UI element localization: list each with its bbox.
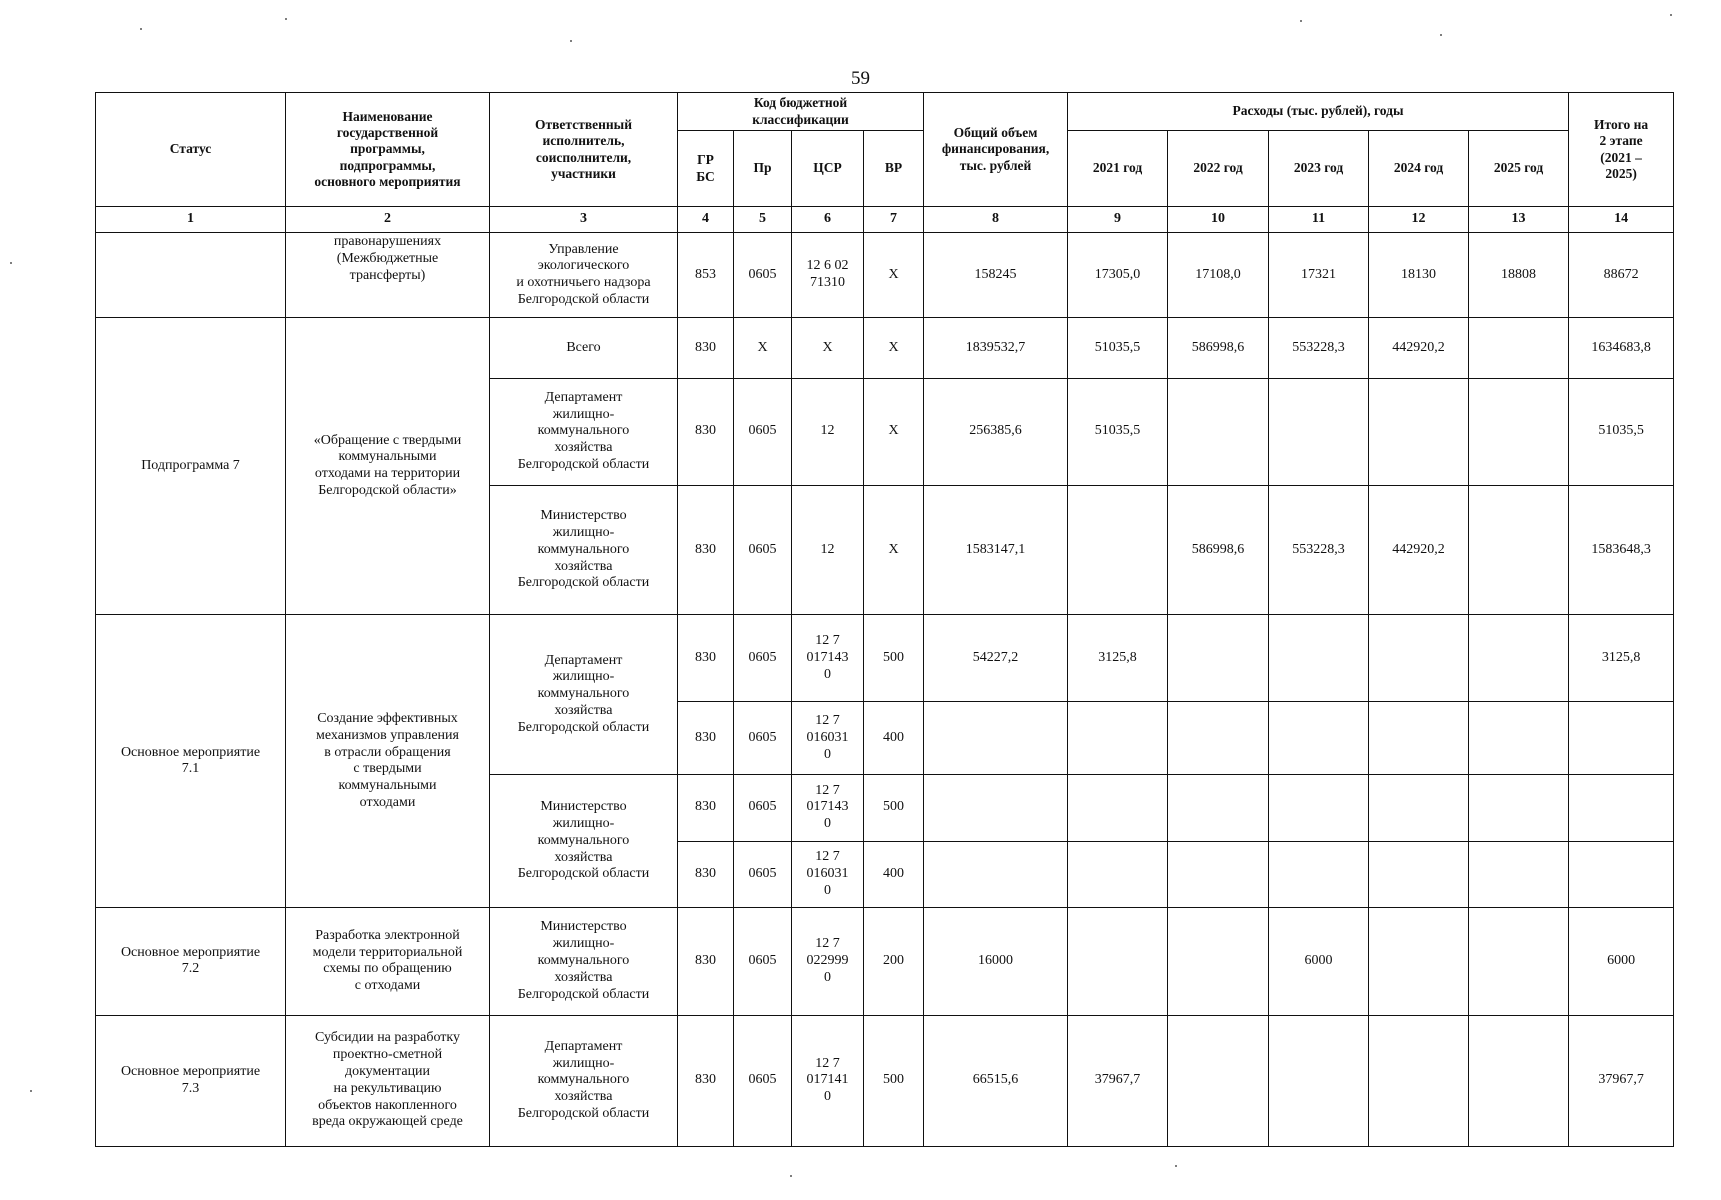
y2022-cell xyxy=(1168,615,1269,702)
stage-total-cell: 88672 xyxy=(1569,233,1674,318)
table-row xyxy=(96,908,1674,1015)
header-pr: Пр xyxy=(734,131,792,207)
y2022-cell xyxy=(1168,702,1269,775)
vr-cell: 400 xyxy=(864,702,924,775)
y2021-cell: 17305,0 xyxy=(1068,233,1168,318)
total-cell: 16000 xyxy=(924,908,1068,1015)
y2024-cell xyxy=(1369,378,1469,485)
executor-cell: Министерство жилищно- коммунального хозяйства Белгородской области xyxy=(490,485,678,614)
total-cell: 1839532,7 xyxy=(924,318,1068,379)
csr-cell: 12 7 022999 0 xyxy=(792,908,864,1015)
y2025-cell xyxy=(1469,841,1569,908)
column-number: 11 xyxy=(1269,207,1369,233)
scan-speck xyxy=(10,262,12,264)
y2025-cell xyxy=(1469,774,1569,841)
pr-cell: 0605 xyxy=(734,774,792,841)
vr-cell: 200 xyxy=(864,908,924,1015)
scan-speck xyxy=(790,1175,792,1177)
stage-total-cell: 6000 xyxy=(1569,908,1674,1015)
y2021-cell: 51035,5 xyxy=(1068,378,1168,485)
vr-cell: X xyxy=(864,485,924,614)
total-cell: 1583147,1 xyxy=(924,485,1068,614)
y2023-cell xyxy=(1269,841,1369,908)
header-2025: 2025 год xyxy=(1469,131,1569,207)
y2021-cell: 37967,7 xyxy=(1068,1015,1168,1146)
stage-total-cell: 3125,8 xyxy=(1569,615,1674,702)
name-cell: Разработка электронной модели территориальной схемы по обращению с отходами xyxy=(286,908,490,1015)
y2022-cell xyxy=(1168,1015,1269,1146)
grbs-cell: 830 xyxy=(678,702,734,775)
scan-speck xyxy=(1300,20,1302,22)
pr-cell: X xyxy=(734,318,792,379)
header-status: Статус xyxy=(96,93,286,207)
y2024-cell: 442920,2 xyxy=(1369,318,1469,379)
y2022-cell: 586998,6 xyxy=(1168,485,1269,614)
grbs-cell: 830 xyxy=(678,841,734,908)
vr-cell: 400 xyxy=(864,841,924,908)
y2025-cell xyxy=(1469,1015,1569,1146)
grbs-cell: 830 xyxy=(678,908,734,1015)
y2024-cell xyxy=(1369,702,1469,775)
name-cell: «Обращение с твердыми коммунальными отходами на территории Белгородской области» xyxy=(286,318,490,615)
column-number: 1 xyxy=(96,207,286,233)
budget-table xyxy=(95,92,1674,1147)
pr-cell: 0605 xyxy=(734,233,792,318)
csr-cell: 12 xyxy=(792,485,864,614)
executor-cell: Всего xyxy=(490,318,678,379)
grbs-cell: 830 xyxy=(678,318,734,379)
y2023-cell xyxy=(1269,1015,1369,1146)
total-cell xyxy=(924,702,1068,775)
header-stage-total: Итого на 2 этапе (2021 – 2025) xyxy=(1569,93,1674,207)
column-number: 7 xyxy=(864,207,924,233)
y2025-cell xyxy=(1469,378,1569,485)
name-cell: правонарушениях (Межбюджетные трансферты) xyxy=(286,233,490,318)
column-number: 12 xyxy=(1369,207,1469,233)
header-total: Общий объем финансирования, тыс. рублей xyxy=(924,93,1068,207)
vr-cell: X xyxy=(864,378,924,485)
stage-total-cell: 37967,7 xyxy=(1569,1015,1674,1146)
name-cell: Создание эффективных механизмов управления в отрасли обращения с твердыми коммунальными отходами xyxy=(286,615,490,908)
y2023-cell: 17321 xyxy=(1269,233,1369,318)
column-number: 14 xyxy=(1569,207,1674,233)
y2024-cell xyxy=(1369,774,1469,841)
column-number: 3 xyxy=(490,207,678,233)
scan-speck xyxy=(140,28,142,30)
vr-cell: 500 xyxy=(864,1015,924,1146)
y2022-cell: 586998,6 xyxy=(1168,318,1269,379)
column-number: 9 xyxy=(1068,207,1168,233)
total-cell: 256385,6 xyxy=(924,378,1068,485)
csr-cell: 12 7 016031 0 xyxy=(792,702,864,775)
scan-speck xyxy=(30,1090,32,1092)
y2021-cell: 3125,8 xyxy=(1068,615,1168,702)
y2025-cell xyxy=(1469,318,1569,379)
vr-cell: X xyxy=(864,233,924,318)
y2021-cell xyxy=(1068,702,1168,775)
header-expenses: Расходы (тыс. рублей), годы xyxy=(1068,93,1569,131)
status-cell: Основное мероприятие 7.3 xyxy=(96,1015,286,1146)
pr-cell: 0605 xyxy=(734,841,792,908)
y2023-cell xyxy=(1269,378,1369,485)
y2025-cell xyxy=(1469,485,1569,614)
csr-cell: X xyxy=(792,318,864,379)
y2022-cell xyxy=(1168,908,1269,1015)
y2021-cell xyxy=(1068,841,1168,908)
vr-cell: 500 xyxy=(864,615,924,702)
scan-speck xyxy=(570,40,572,42)
table-row xyxy=(96,1015,1674,1146)
column-number: 10 xyxy=(1168,207,1269,233)
y2022-cell xyxy=(1168,774,1269,841)
column-number: 4 xyxy=(678,207,734,233)
stage-total-cell: 1634683,8 xyxy=(1569,318,1674,379)
status-cell: Основное мероприятие 7.2 xyxy=(96,908,286,1015)
y2024-cell xyxy=(1369,615,1469,702)
table-row xyxy=(96,233,1674,318)
pr-cell: 0605 xyxy=(734,702,792,775)
executor-cell: Департамент жилищно- коммунального хозяйства Белгородской области xyxy=(490,378,678,485)
csr-cell: 12 7 017143 0 xyxy=(792,615,864,702)
stage-total-cell: 1583648,3 xyxy=(1569,485,1674,614)
total-cell: 66515,6 xyxy=(924,1015,1068,1146)
status-cell xyxy=(96,233,286,318)
y2024-cell xyxy=(1369,1015,1469,1146)
y2024-cell xyxy=(1369,841,1469,908)
status-cell: Основное мероприятие 7.1 xyxy=(96,615,286,908)
total-cell: 158245 xyxy=(924,233,1068,318)
csr-cell: 12 7 017141 0 xyxy=(792,1015,864,1146)
y2021-cell xyxy=(1068,908,1168,1015)
header-2021: 2021 год xyxy=(1068,131,1168,207)
pr-cell: 0605 xyxy=(734,378,792,485)
header-2024: 2024 год xyxy=(1369,131,1469,207)
header-2022: 2022 год xyxy=(1168,131,1269,207)
vr-cell: X xyxy=(864,318,924,379)
table-row xyxy=(96,318,1674,379)
y2023-cell: 553228,3 xyxy=(1269,318,1369,379)
csr-cell: 12 xyxy=(792,378,864,485)
table-row xyxy=(96,615,1674,702)
y2022-cell xyxy=(1168,841,1269,908)
column-number: 2 xyxy=(286,207,490,233)
column-number: 8 xyxy=(924,207,1068,233)
y2025-cell xyxy=(1469,908,1569,1015)
y2023-cell xyxy=(1269,702,1369,775)
header-2023: 2023 год xyxy=(1269,131,1369,207)
column-number: 13 xyxy=(1469,207,1569,233)
total-cell xyxy=(924,774,1068,841)
header-budget-code: Код бюджетной классификации xyxy=(678,93,924,131)
pr-cell: 0605 xyxy=(734,1015,792,1146)
y2024-cell xyxy=(1369,908,1469,1015)
y2024-cell: 442920,2 xyxy=(1369,485,1469,614)
grbs-cell: 830 xyxy=(678,1015,734,1146)
grbs-cell: 830 xyxy=(678,485,734,614)
grbs-cell: 830 xyxy=(678,615,734,702)
status-cell: Подпрограмма 7 xyxy=(96,318,286,615)
executor-cell: Управление экологического и охотничьего надзора Белгородской области xyxy=(490,233,678,318)
stage-total-cell xyxy=(1569,774,1674,841)
y2023-cell: 553228,3 xyxy=(1269,485,1369,614)
executor-cell: Министерство жилищно- коммунального хозяйства Белгородской области xyxy=(490,908,678,1015)
header-csr: ЦСР xyxy=(792,131,864,207)
column-number: 6 xyxy=(792,207,864,233)
grbs-cell: 853 xyxy=(678,233,734,318)
scan-speck xyxy=(285,18,287,20)
y2021-cell xyxy=(1068,485,1168,614)
scan-speck xyxy=(1670,14,1672,16)
pr-cell: 0605 xyxy=(734,615,792,702)
csr-cell: 12 6 02 71310 xyxy=(792,233,864,318)
header-name: Наименование государственной программы, подпрограммы, основного мероприятия xyxy=(286,93,490,207)
y2025-cell xyxy=(1469,615,1569,702)
scan-speck xyxy=(1175,1165,1177,1167)
grbs-cell: 830 xyxy=(678,378,734,485)
y2021-cell xyxy=(1068,774,1168,841)
page-number: 59 xyxy=(851,68,870,89)
y2022-cell xyxy=(1168,378,1269,485)
y2022-cell: 17108,0 xyxy=(1168,233,1269,318)
y2023-cell xyxy=(1269,615,1369,702)
stage-total-cell xyxy=(1569,702,1674,775)
y2024-cell: 18130 xyxy=(1369,233,1469,318)
y2023-cell xyxy=(1269,774,1369,841)
column-number: 5 xyxy=(734,207,792,233)
grbs-cell: 830 xyxy=(678,774,734,841)
scan-speck xyxy=(1440,34,1442,36)
header-vr: ВР xyxy=(864,131,924,207)
header-executor: Ответственный исполнитель, соисполнители, участники xyxy=(490,93,678,207)
stage-total-cell xyxy=(1569,841,1674,908)
csr-cell: 12 7 017143 0 xyxy=(792,774,864,841)
y2021-cell: 51035,5 xyxy=(1068,318,1168,379)
pr-cell: 0605 xyxy=(734,908,792,1015)
vr-cell: 500 xyxy=(864,774,924,841)
header-grbs: ГР БС xyxy=(678,131,734,207)
name-cell: Субсидии на разработку проектно-сметной документации на рекультивацию объектов накопленного вреда окружающей среде xyxy=(286,1015,490,1146)
y2023-cell: 6000 xyxy=(1269,908,1369,1015)
pr-cell: 0605 xyxy=(734,485,792,614)
stage-total-cell: 51035,5 xyxy=(1569,378,1674,485)
csr-cell: 12 7 016031 0 xyxy=(792,841,864,908)
executor-cell: Департамент жилищно- коммунального хозяйства Белгородской области xyxy=(490,1015,678,1146)
executor-cell: Департамент жилищно- коммунального хозяйства Белгородской области xyxy=(490,615,678,775)
y2025-cell: 18808 xyxy=(1469,233,1569,318)
total-cell: 54227,2 xyxy=(924,615,1068,702)
total-cell xyxy=(924,841,1068,908)
y2025-cell xyxy=(1469,702,1569,775)
executor-cell: Министерство жилищно- коммунального хозяйства Белгородской области xyxy=(490,774,678,907)
